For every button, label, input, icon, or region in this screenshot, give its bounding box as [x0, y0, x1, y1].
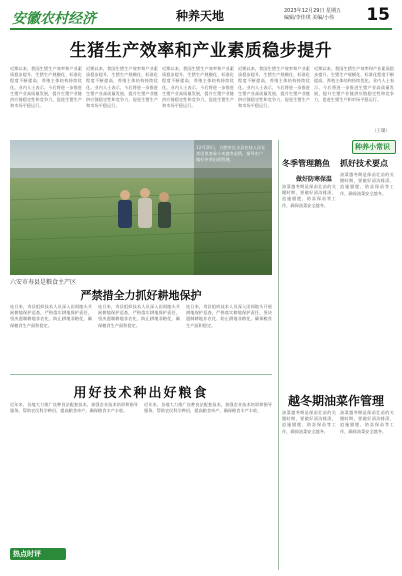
tips-item1-body: 油菜越冬期是保苗壮苗的关键时期，要做好清沟排渍、追施腊肥、防冻保苗等工作，确保油菜安全越冬。: [282, 184, 336, 208]
hot-comment-text: 热点时评: [13, 549, 41, 558]
lead-body-col3: 近期以来，我国生猪生产效率和产业素质稳步提升，生猪生产规模化、标准化程度不断提高，养殖主体结构持续优化。业内人士表示，今后将进一步推进生猪产业高质量发展，提升生猪产业链供应链稳定性和竞争力，促进生猪生产和市场平稳运行。: [162, 66, 234, 109]
issue-editor: 编辑/李佳琪 美编/小伟: [284, 15, 334, 21]
lead-body-col4: 近期以来，我国生猪生产效率和产业素质稳步提升，生猪生产规模化、标准化程度不断提高，养殖主体结构持续优化。业内人士表示，今后将进一步推进生猪产业高质量发展，提升生猪产业链供应链稳定性和竞争力，促进生猪生产和市场平稳运行。: [238, 66, 310, 109]
story4-headline: 越冬期油菜作管理: [287, 394, 384, 408]
lead-body-col1: 近期以来，我国生猪生产效率和产业素质稳步提升，生猪生产规模化、标准化程度不断提高，养殖主体结构持续优化。业内人士表示，今后将进一步推进生猪产业高质量发展，提升生猪产业链供应链稳定性和竞争力，促进生猪生产和市场平稳运行。: [10, 66, 82, 109]
story2-kicker: 六安市寿县是粮食主产区: [10, 279, 77, 286]
tips-item2-body: 油菜越冬期是保苗壮苗的关键时期，要做好清沟排渍、追施腊肥、防冻保苗等工作，确保油菜安全越冬。: [340, 172, 394, 196]
lead-headline: 生猪生产效率和产业素质稳步提升: [69, 41, 333, 61]
story4-body-col2: 油菜越冬期是保苗壮苗的关键时期，要做好清沟排渍、追施腊肥、防冻保苗等工作，确保油菜安全越冬。: [340, 410, 394, 434]
masthead: [10, 6, 392, 30]
lead-body-col5: 近期以来，我国生猪生产效率和产业素质稳步提升，生猪生产规模化、标准化程度不断提高，养殖主体结构持续优化。业内人士表示，今后将进一步推进生猪产业高质量发展，提升生猪产业链供应链稳定性和竞争力，促进生猪生产和市场平稳运行。: [314, 66, 394, 103]
story3-body-col2: 近年来，各地大力推广良种良法配套技术，加强农业技术培训和指导服务，帮助农民科学种田，提高粮食单产，确保粮食丰产丰收。: [144, 402, 272, 414]
lead-body-col2: 近期以来，我国生猪生产效率和产业素质稳步提升，生猪生产规模化、标准化程度不断提高，养殖主体结构持续优化。业内人士表示，今后将进一步推进生猪产业高质量发展，提升生猪产业链供应链稳定性和竞争力，促进生猪生产和市场平稳运行。: [86, 66, 158, 109]
story2-body-col1: 连日来，寿县组织技术人员深入田间地头开展耕地保护巡查，严格落实耕地保护责任，坚决遏制耕地非农化、防止耕地非粮化，确保粮食生产面积稳定。: [10, 304, 92, 328]
story2-body-col2: 连日来，寿县组织技术人员深入田间地头开展耕地保护巡查，严格落实耕地保护责任，坚决遏制耕地非农化、防止耕地非粮化，确保粮食生产面积稳定。: [98, 304, 180, 328]
story-divider: [10, 374, 272, 375]
tips-item1-sub: 做好防寒保温: [296, 176, 333, 183]
story2-headline: 严禁措全力抓好耕地保护: [80, 289, 202, 302]
tips-label: 种养小常识: [355, 142, 390, 151]
issue-meta: [284, 8, 366, 22]
hot-comment-label: [10, 548, 66, 560]
story2-body-col3: 连日来，寿县组织技术人员深入田间地头开展耕地保护巡查，严格落实耕地保护责任，坚决遏制耕地非农化、防止耕地非粮化，确保粮食生产面积稳定。: [186, 304, 272, 328]
tips-item2-title: 抓好技术要点: [340, 158, 388, 168]
story3-headline: 用好技术种出好粮食: [73, 386, 209, 401]
story3-body-col1: 近年来，各地大力推广良种良法配套技术，加强农业技术培训和指导服务，帮助农民科学种田，提高粮食单产，确保粮食丰产丰收。: [10, 402, 138, 414]
photo-caption: 12月26日，合肥市长丰县农技人员在麦田里查看小麦越冬苗情，指导农户做好冬季田间管理。: [196, 145, 266, 162]
page-number: 15: [366, 5, 390, 25]
issue-date: 2023年12月29日 星期五: [284, 8, 342, 14]
lead-author: （王璐）: [372, 129, 390, 134]
tips-header: [352, 140, 396, 154]
brand-logo: 安徽农村经济: [12, 11, 96, 27]
tips-item1-title: 冬季管理鹅鱼: [282, 158, 330, 168]
section-title: 种养天地: [176, 9, 225, 23]
column-divider: [278, 140, 279, 570]
story4-body-col1: 油菜越冬期是保苗壮苗的关键时期，要做好清沟排渍、追施腊肥、防冻保苗等工作，确保油菜安全越冬。: [282, 410, 336, 434]
